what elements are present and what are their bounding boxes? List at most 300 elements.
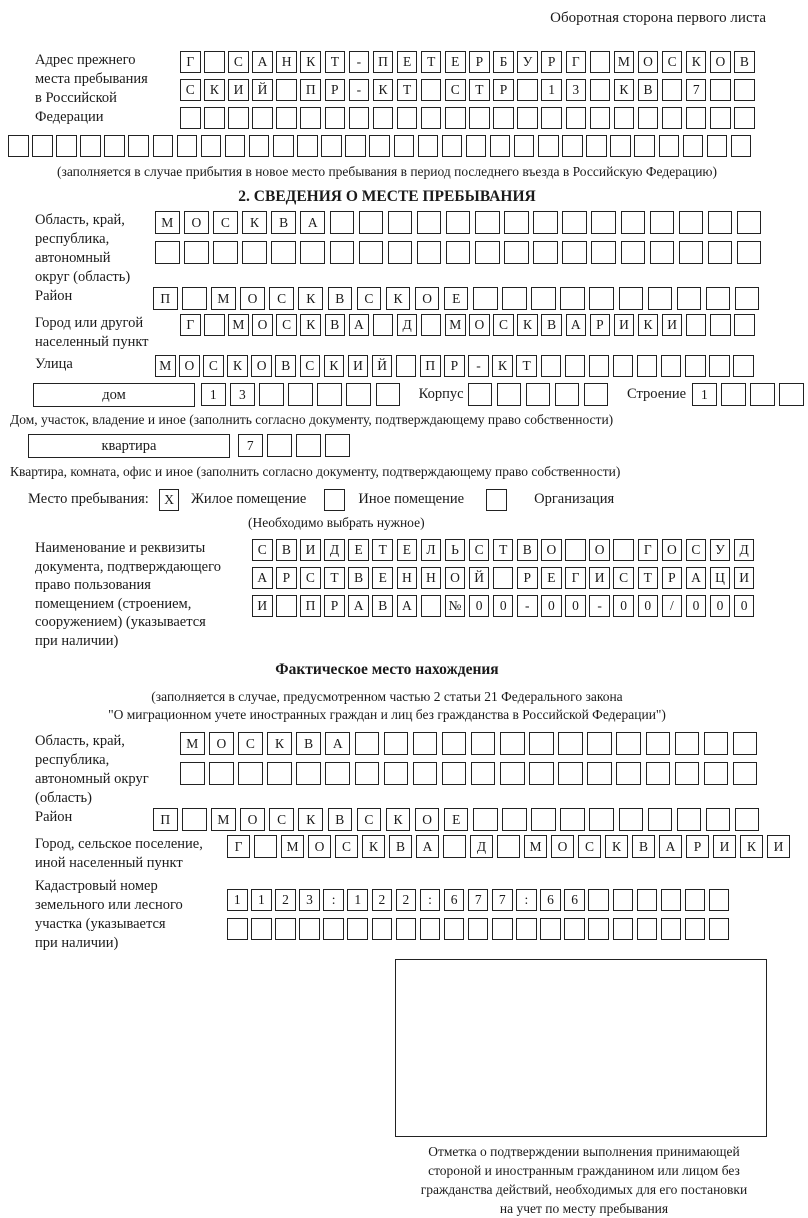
char-cell[interactable]: -	[349, 51, 370, 73]
char-cell[interactable]: В	[372, 595, 393, 617]
char-cell[interactable]	[526, 383, 551, 406]
char-cell[interactable]	[32, 135, 53, 157]
char-cell[interactable]	[359, 241, 384, 264]
char-cell[interactable]	[490, 135, 511, 157]
char-cell[interactable]	[661, 918, 682, 940]
char-cell[interactable]	[529, 732, 554, 755]
char-cell[interactable]: О	[415, 808, 440, 831]
char-cell[interactable]	[155, 241, 180, 264]
char-cell[interactable]: Л	[421, 539, 442, 561]
char-cell[interactable]	[638, 107, 659, 129]
char-cell[interactable]	[252, 107, 273, 129]
char-cell[interactable]: О	[240, 287, 265, 310]
char-cell[interactable]	[517, 79, 538, 101]
char-cell[interactable]: Р	[590, 314, 611, 336]
char-cell[interactable]	[267, 434, 292, 457]
char-cell[interactable]: К	[227, 355, 248, 377]
char-cell[interactable]: О	[252, 314, 273, 336]
char-cell[interactable]: С	[213, 211, 238, 234]
char-cell[interactable]: С	[357, 287, 382, 310]
char-cell[interactable]: И	[662, 314, 683, 336]
char-cell[interactable]: Й	[469, 567, 490, 589]
char-cell[interactable]: 1	[347, 889, 368, 911]
char-cell[interactable]: С	[335, 835, 358, 858]
char-cell[interactable]: 2	[396, 889, 417, 911]
char-cell[interactable]	[330, 211, 355, 234]
char-cell[interactable]	[704, 762, 729, 785]
char-cell[interactable]	[555, 383, 580, 406]
char-cell[interactable]	[373, 107, 394, 129]
char-cell[interactable]: С	[238, 732, 263, 755]
char-cell[interactable]	[613, 889, 634, 911]
char-cell[interactable]	[444, 918, 465, 940]
char-cell[interactable]: О	[251, 355, 272, 377]
char-cell[interactable]: Р	[662, 567, 683, 589]
char-cell[interactable]	[442, 762, 467, 785]
char-cell[interactable]: Д	[470, 835, 493, 858]
char-cell[interactable]: В	[271, 211, 296, 234]
char-cell[interactable]: С	[469, 539, 490, 561]
char-cell[interactable]: А	[349, 314, 370, 336]
char-cell[interactable]	[721, 383, 746, 406]
char-cell[interactable]	[683, 135, 704, 157]
char-cell[interactable]: П	[153, 287, 178, 310]
char-cell[interactable]: 2	[275, 889, 296, 911]
char-cell[interactable]	[471, 732, 496, 755]
char-cell[interactable]: :	[420, 889, 441, 911]
char-cell[interactable]: Й	[372, 355, 393, 377]
char-cell[interactable]: М	[211, 287, 236, 310]
char-cell[interactable]	[325, 762, 350, 785]
char-cell[interactable]	[565, 539, 586, 561]
char-cell[interactable]: В	[632, 835, 655, 858]
char-cell[interactable]	[516, 918, 537, 940]
char-cell[interactable]: П	[153, 808, 178, 831]
char-cell[interactable]	[300, 241, 325, 264]
char-cell[interactable]	[710, 79, 731, 101]
char-cell[interactable]	[418, 135, 439, 157]
char-cell[interactable]	[704, 732, 729, 755]
char-cell[interactable]: -	[517, 595, 538, 617]
char-cell[interactable]: С	[269, 287, 294, 310]
char-cell[interactable]	[733, 762, 758, 785]
char-cell[interactable]	[475, 241, 500, 264]
char-cell[interactable]	[276, 595, 297, 617]
char-cell[interactable]: И	[713, 835, 736, 858]
char-cell[interactable]	[180, 762, 205, 785]
char-cell[interactable]	[153, 135, 174, 157]
char-cell[interactable]	[589, 287, 614, 310]
char-cell[interactable]: Б	[493, 51, 514, 73]
char-cell[interactable]	[213, 241, 238, 264]
char-cell[interactable]	[388, 241, 413, 264]
char-cell[interactable]: Г	[638, 539, 659, 561]
char-cell[interactable]	[384, 732, 409, 755]
char-cell[interactable]	[421, 595, 442, 617]
char-cell[interactable]	[267, 762, 292, 785]
char-cell[interactable]: 0	[469, 595, 490, 617]
char-cell[interactable]	[445, 107, 466, 129]
char-cell[interactable]: К	[300, 51, 321, 73]
stay-type-checkbox-organization[interactable]	[486, 489, 507, 511]
char-cell[interactable]	[588, 889, 609, 911]
char-cell[interactable]: О	[308, 835, 331, 858]
char-cell[interactable]	[384, 762, 409, 785]
char-cell[interactable]: К	[740, 835, 763, 858]
char-cell[interactable]: И	[300, 539, 321, 561]
char-cell[interactable]	[662, 79, 683, 101]
char-cell[interactable]: Т	[324, 567, 345, 589]
char-cell[interactable]: В	[328, 287, 353, 310]
char-cell[interactable]: 3	[299, 889, 320, 911]
char-cell[interactable]	[471, 762, 496, 785]
char-cell[interactable]	[750, 383, 775, 406]
char-cell[interactable]	[502, 808, 527, 831]
char-cell[interactable]	[259, 383, 284, 406]
char-cell[interactable]	[80, 135, 101, 157]
char-cell[interactable]	[493, 107, 514, 129]
char-cell[interactable]: В	[296, 732, 321, 755]
char-cell[interactable]: О	[240, 808, 265, 831]
char-cell[interactable]: Р	[517, 567, 538, 589]
char-cell[interactable]	[648, 808, 673, 831]
char-cell[interactable]: И	[348, 355, 369, 377]
char-cell[interactable]	[538, 135, 559, 157]
char-cell[interactable]: Р	[444, 355, 465, 377]
char-cell[interactable]	[562, 241, 587, 264]
char-cell[interactable]	[661, 355, 682, 377]
char-cell[interactable]	[675, 732, 700, 755]
char-cell[interactable]: П	[300, 79, 321, 101]
char-cell[interactable]	[128, 135, 149, 157]
char-cell[interactable]: Р	[686, 835, 709, 858]
char-cell[interactable]	[177, 135, 198, 157]
char-cell[interactable]	[587, 732, 612, 755]
char-cell[interactable]	[558, 762, 583, 785]
char-cell[interactable]	[504, 241, 529, 264]
char-cell[interactable]: А	[252, 51, 273, 73]
char-cell[interactable]: М	[524, 835, 547, 858]
char-cell[interactable]	[648, 287, 673, 310]
char-cell[interactable]: 3	[230, 383, 255, 406]
char-cell[interactable]: :	[516, 889, 537, 911]
char-cell[interactable]	[675, 762, 700, 785]
char-cell[interactable]	[779, 383, 804, 406]
char-cell[interactable]: 6	[444, 889, 465, 911]
char-cell[interactable]	[104, 135, 125, 157]
char-cell[interactable]: Н	[397, 567, 418, 589]
char-cell[interactable]: М	[445, 314, 466, 336]
char-cell[interactable]	[417, 211, 442, 234]
char-cell[interactable]: У	[517, 51, 538, 73]
char-cell[interactable]	[613, 918, 634, 940]
char-cell[interactable]: Д	[324, 539, 345, 561]
char-cell[interactable]	[204, 314, 225, 336]
char-cell[interactable]	[201, 135, 222, 157]
char-cell[interactable]	[8, 135, 29, 157]
char-cell[interactable]	[533, 241, 558, 264]
char-cell[interactable]: О	[209, 732, 234, 755]
char-cell[interactable]	[420, 918, 441, 940]
char-cell[interactable]: М	[228, 314, 249, 336]
char-cell[interactable]	[442, 732, 467, 755]
char-cell[interactable]	[473, 287, 498, 310]
char-cell[interactable]	[646, 762, 671, 785]
char-cell[interactable]: Т	[469, 79, 490, 101]
char-cell[interactable]	[517, 107, 538, 129]
char-cell[interactable]	[466, 135, 487, 157]
char-cell[interactable]: И	[614, 314, 635, 336]
char-cell[interactable]	[204, 107, 225, 129]
char-cell[interactable]: Г	[180, 314, 201, 336]
char-cell[interactable]: :	[323, 889, 344, 911]
char-cell[interactable]: В	[638, 79, 659, 101]
char-cell[interactable]	[276, 107, 297, 129]
char-cell[interactable]	[584, 383, 609, 406]
char-cell[interactable]	[737, 211, 762, 234]
char-cell[interactable]: Й	[252, 79, 273, 101]
char-cell[interactable]	[323, 918, 344, 940]
char-cell[interactable]: М	[155, 355, 176, 377]
char-cell[interactable]	[325, 434, 350, 457]
char-cell[interactable]	[533, 211, 558, 234]
char-cell[interactable]	[184, 241, 209, 264]
char-cell[interactable]	[590, 51, 611, 73]
char-cell[interactable]	[359, 211, 384, 234]
char-cell[interactable]	[325, 107, 346, 129]
char-cell[interactable]: К	[614, 79, 635, 101]
char-cell[interactable]	[446, 241, 471, 264]
char-cell[interactable]: -	[349, 79, 370, 101]
char-cell[interactable]	[473, 808, 498, 831]
char-cell[interactable]: -	[589, 595, 610, 617]
char-cell[interactable]	[413, 732, 438, 755]
char-cell[interactable]	[619, 808, 644, 831]
char-cell[interactable]	[706, 808, 731, 831]
char-cell[interactable]: О	[541, 539, 562, 561]
char-cell[interactable]	[299, 918, 320, 940]
char-cell[interactable]: С	[300, 567, 321, 589]
char-cell[interactable]: С	[180, 79, 201, 101]
char-cell[interactable]	[321, 135, 342, 157]
char-cell[interactable]	[637, 918, 658, 940]
char-cell[interactable]: 1	[251, 889, 272, 911]
char-cell[interactable]: К	[638, 314, 659, 336]
char-cell[interactable]	[238, 762, 263, 785]
char-cell[interactable]	[709, 918, 730, 940]
char-cell[interactable]: Т	[516, 355, 537, 377]
char-cell[interactable]: С	[228, 51, 249, 73]
char-cell[interactable]	[566, 107, 587, 129]
char-cell[interactable]	[650, 211, 675, 234]
char-cell[interactable]	[677, 287, 702, 310]
char-cell[interactable]	[686, 314, 707, 336]
char-cell[interactable]	[541, 355, 562, 377]
char-cell[interactable]: П	[300, 595, 321, 617]
char-cell[interactable]: Р	[276, 567, 297, 589]
char-cell[interactable]	[531, 287, 556, 310]
char-cell[interactable]: В	[517, 539, 538, 561]
char-cell[interactable]: Т	[421, 51, 442, 73]
char-cell[interactable]: В	[541, 314, 562, 336]
char-cell[interactable]	[590, 79, 611, 101]
char-cell[interactable]	[421, 79, 442, 101]
char-cell[interactable]	[708, 241, 733, 264]
char-cell[interactable]: 0	[565, 595, 586, 617]
char-cell[interactable]	[209, 762, 234, 785]
char-cell[interactable]	[709, 889, 730, 911]
char-cell[interactable]: К	[492, 355, 513, 377]
char-cell[interactable]: Н	[421, 567, 442, 589]
char-cell[interactable]: К	[242, 211, 267, 234]
char-cell[interactable]	[731, 135, 752, 157]
char-cell[interactable]: С	[578, 835, 601, 858]
char-cell[interactable]	[619, 287, 644, 310]
char-cell[interactable]: М	[211, 808, 236, 831]
char-cell[interactable]	[355, 762, 380, 785]
char-cell[interactable]	[345, 135, 366, 157]
char-cell[interactable]	[591, 211, 616, 234]
char-cell[interactable]	[565, 355, 586, 377]
char-cell[interactable]	[685, 355, 706, 377]
char-cell[interactable]	[388, 211, 413, 234]
char-cell[interactable]: О	[589, 539, 610, 561]
char-cell[interactable]	[300, 107, 321, 129]
char-cell[interactable]	[662, 107, 683, 129]
char-cell[interactable]: С	[613, 567, 634, 589]
char-cell[interactable]: Е	[397, 51, 418, 73]
char-cell[interactable]	[735, 287, 760, 310]
char-cell[interactable]	[421, 314, 442, 336]
char-cell[interactable]	[251, 918, 272, 940]
char-cell[interactable]: П	[420, 355, 441, 377]
char-cell[interactable]	[588, 918, 609, 940]
char-cell[interactable]: В	[389, 835, 412, 858]
char-cell[interactable]: 0	[734, 595, 755, 617]
char-cell[interactable]	[661, 889, 682, 911]
char-cell[interactable]: И	[589, 567, 610, 589]
char-cell[interactable]: С	[445, 79, 466, 101]
char-cell[interactable]: №	[445, 595, 466, 617]
char-cell[interactable]: А	[348, 595, 369, 617]
char-cell[interactable]: С	[203, 355, 224, 377]
char-cell[interactable]: И	[734, 567, 755, 589]
char-cell[interactable]: К	[300, 314, 321, 336]
char-cell[interactable]: С	[493, 314, 514, 336]
char-cell[interactable]: О	[184, 211, 209, 234]
char-cell[interactable]	[369, 135, 390, 157]
char-cell[interactable]: Т	[493, 539, 514, 561]
char-cell[interactable]: Р	[469, 51, 490, 73]
char-cell[interactable]: 1	[201, 383, 226, 406]
char-cell[interactable]	[373, 314, 394, 336]
char-cell[interactable]: 1	[692, 383, 717, 406]
char-cell[interactable]: Е	[445, 51, 466, 73]
char-cell[interactable]	[296, 762, 321, 785]
char-cell[interactable]: О	[469, 314, 490, 336]
char-cell[interactable]: -	[468, 355, 489, 377]
char-cell[interactable]: О	[551, 835, 574, 858]
char-cell[interactable]	[707, 135, 728, 157]
stay-type-checkbox-residential[interactable]: X	[159, 489, 180, 511]
char-cell[interactable]: Т	[638, 567, 659, 589]
char-cell[interactable]: 6	[564, 889, 585, 911]
char-cell[interactable]	[677, 808, 702, 831]
char-cell[interactable]: Е	[541, 567, 562, 589]
char-cell[interactable]: Е	[444, 808, 469, 831]
char-cell[interactable]	[227, 918, 248, 940]
char-cell[interactable]: Р	[493, 79, 514, 101]
char-cell[interactable]	[589, 808, 614, 831]
char-cell[interactable]	[442, 135, 463, 157]
char-cell[interactable]: Ц	[710, 567, 731, 589]
char-cell[interactable]	[733, 355, 754, 377]
char-cell[interactable]	[560, 808, 585, 831]
char-cell[interactable]: 7	[686, 79, 707, 101]
char-cell[interactable]	[254, 835, 277, 858]
char-cell[interactable]	[735, 808, 760, 831]
char-cell[interactable]	[734, 79, 755, 101]
char-cell[interactable]: Т	[397, 79, 418, 101]
char-cell[interactable]: А	[300, 211, 325, 234]
char-cell[interactable]: К	[373, 79, 394, 101]
char-cell[interactable]: В	[328, 808, 353, 831]
char-cell[interactable]	[376, 383, 401, 406]
char-cell[interactable]	[564, 918, 585, 940]
char-cell[interactable]: И	[767, 835, 790, 858]
char-cell[interactable]	[204, 51, 225, 73]
char-cell[interactable]: К	[686, 51, 707, 73]
char-cell[interactable]: Е	[444, 287, 469, 310]
char-cell[interactable]: 0	[493, 595, 514, 617]
char-cell[interactable]: К	[267, 732, 292, 755]
char-cell[interactable]	[296, 434, 321, 457]
char-cell[interactable]	[531, 808, 556, 831]
char-cell[interactable]	[347, 918, 368, 940]
char-cell[interactable]	[355, 732, 380, 755]
char-cell[interactable]: К	[386, 287, 411, 310]
char-cell[interactable]: 1	[227, 889, 248, 911]
char-cell[interactable]	[514, 135, 535, 157]
char-cell[interactable]: А	[416, 835, 439, 858]
char-cell[interactable]: В	[275, 355, 296, 377]
char-cell[interactable]	[275, 918, 296, 940]
char-cell[interactable]: О	[179, 355, 200, 377]
char-cell[interactable]	[621, 211, 646, 234]
char-cell[interactable]: 3	[566, 79, 587, 101]
char-cell[interactable]	[734, 107, 755, 129]
char-cell[interactable]: Т	[325, 51, 346, 73]
char-cell[interactable]	[397, 107, 418, 129]
char-cell[interactable]	[249, 135, 270, 157]
char-cell[interactable]	[709, 355, 730, 377]
char-cell[interactable]: А	[659, 835, 682, 858]
char-cell[interactable]	[708, 211, 733, 234]
char-cell[interactable]	[616, 732, 641, 755]
char-cell[interactable]	[349, 107, 370, 129]
char-cell[interactable]: Р	[541, 51, 562, 73]
char-cell[interactable]	[396, 918, 417, 940]
char-cell[interactable]: 7	[468, 889, 489, 911]
char-cell[interactable]	[541, 107, 562, 129]
char-cell[interactable]	[737, 241, 762, 264]
char-cell[interactable]: Е	[397, 539, 418, 561]
char-cell[interactable]: М	[281, 835, 304, 858]
char-cell[interactable]: Д	[397, 314, 418, 336]
char-cell[interactable]: С	[269, 808, 294, 831]
char-cell[interactable]: 6	[540, 889, 561, 911]
char-cell[interactable]	[685, 889, 706, 911]
